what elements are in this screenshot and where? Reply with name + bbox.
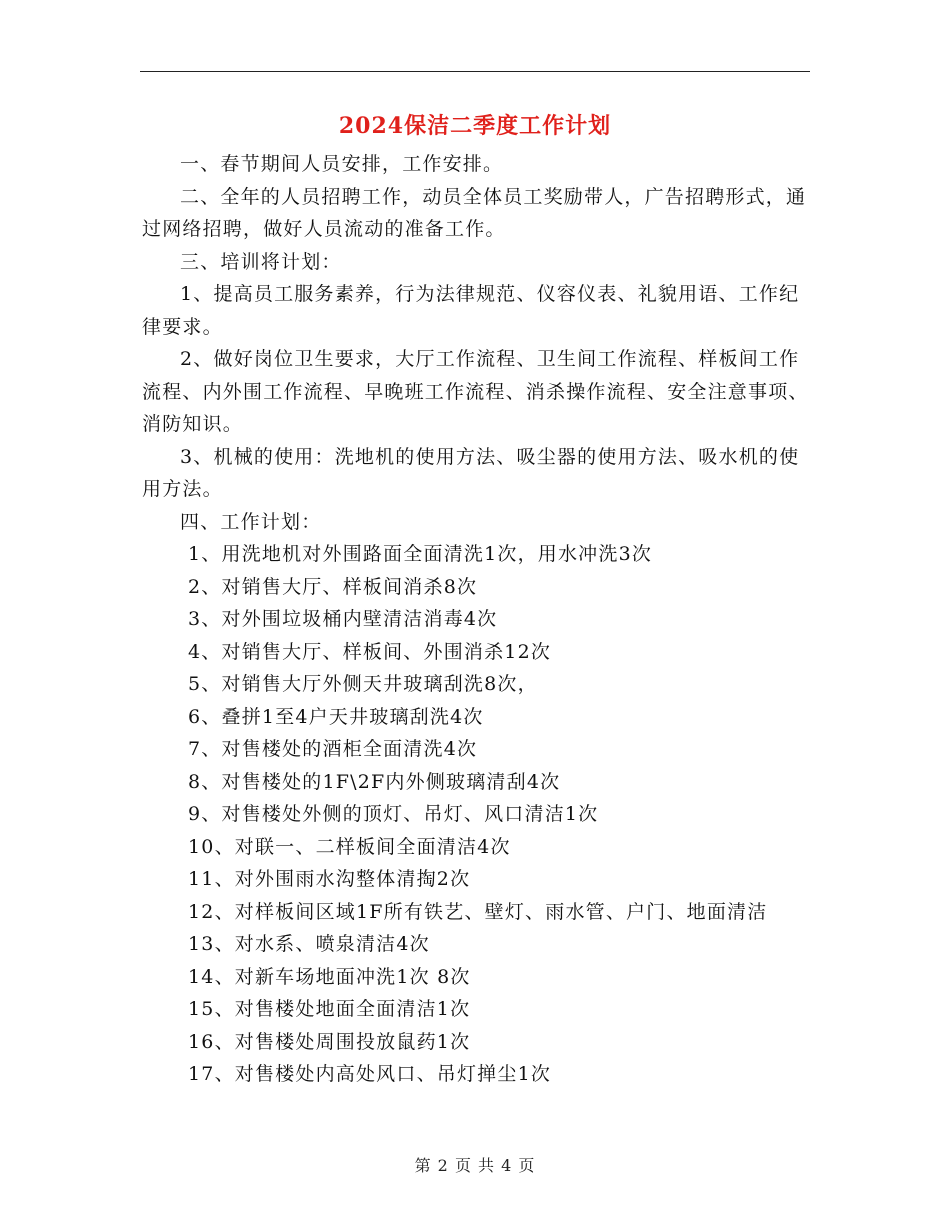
section-4-heading: 四、工作计划： <box>180 510 322 533</box>
plan-list-item: 10、对联一、二样板间全面清洁4次 <box>188 835 511 858</box>
plan-list-item: 5、对销售大厅外侧天井玻璃刮洗8次， <box>188 673 538 695</box>
section-3-heading: 三、培训将计划： <box>180 250 342 273</box>
training-item-3: 3、机械的使用：洗地机的使用方法、吸尘器的使用方法、吸水机的使用方法。 <box>142 445 800 500</box>
training-item-2: 2、做好岗位卫生要求，大厅工作流程、卫生间工作流程、样板间工作流程、内外围工作流程、早晚班工作流程、消杀操作流程、安全注意事项、消防知识。 <box>142 348 809 435</box>
plan-list-item: 2、对销售大厅、样板间消杀8次 <box>188 575 478 598</box>
section-1-paragraph: 一、春节期间人员安排，工作安排。 <box>180 153 504 175</box>
plan-list-item: 11、对外围雨水沟整体清掏2次 <box>188 868 471 890</box>
page-number: 第 2 页 共 4 页 <box>414 1156 536 1175</box>
plan-list-item: 13、对水系、喷泉清洁4次 <box>188 933 430 955</box>
plan-list-item: 17、对售楼处内高处风口、吊灯掸尘1次 <box>188 1063 552 1085</box>
section-2-paragraph: 二、全年的人员招聘工作，动员全体员工奖励带人，广告招聘形式，通过网络招聘，做好人员流动的准备工作。 <box>142 185 807 240</box>
plan-list-item: 12、对样板间区域1F所有铁艺、壁灯、雨水管、户门、地面清洁 <box>188 900 768 923</box>
plan-list-item: 15、对售楼处地面全面清洁1次 <box>188 998 471 1020</box>
plan-list-item: 6、叠拼1至4户天井玻璃刮洗4次 <box>188 705 484 728</box>
plan-list-item: 16、对售楼处周围投放鼠药1次 <box>188 1030 471 1053</box>
training-item-1: 1、提高员工服务素养，行为法律规范、仪容仪表、礼貌用语、工作纪律要求。 <box>142 283 800 338</box>
document-title: 2024保洁二季度工作计划 <box>338 113 612 139</box>
plan-list-item: 8、对售楼处的1F\2F内外侧玻璃清刮4次 <box>188 770 561 793</box>
plan-list-item: 3、对外围垃圾桶内壁清洁消毒4次 <box>188 608 498 630</box>
document-body <box>142 148 810 1091</box>
plan-list-item: 1、用洗地机对外围路面全面清洗1次，用水冲洗3次 <box>188 543 653 565</box>
plan-list-item: 9、对售楼处外侧的顶灯、吊灯、风口清洁1次 <box>188 803 599 825</box>
plan-list-item: 14、对新车场地面冲洗1次 8次 <box>188 965 471 988</box>
header-rule <box>140 71 810 72</box>
plan-list <box>142 538 810 1091</box>
plan-list-item: 4、对销售大厅、样板间、外围消杀12次 <box>188 640 552 663</box>
plan-list-item: 7、对售楼处的酒柜全面清洗4次 <box>188 738 478 760</box>
